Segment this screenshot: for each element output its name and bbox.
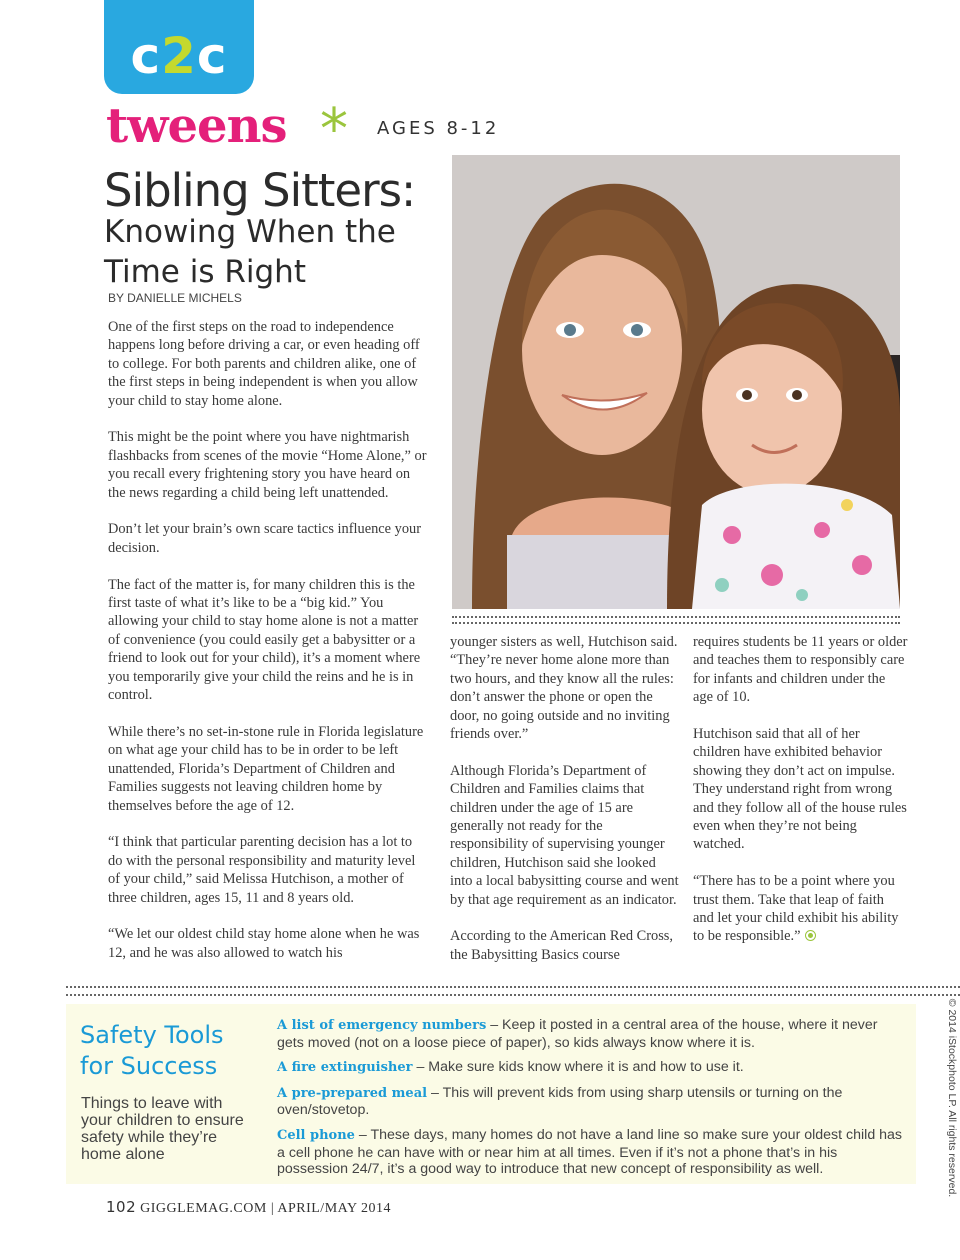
sisters-photo [452,155,900,609]
article-subtitle-line2: Time is Right [104,254,306,290]
brand-logo-c2: c [196,27,228,85]
divider [452,616,900,618]
list-item [277,1017,905,1051]
article-title: Sibling Sitters: [104,164,416,217]
divider [452,622,900,624]
photo-illustration [452,155,900,609]
asterisk-icon: * [320,97,348,162]
section-name: tweens [106,98,287,154]
photo-credit [944,996,960,1200]
item-text: – This will prevent kids from using sharp utensils or turning on the oven/stovetop. [277,1084,843,1119]
item-text: – These days, many homes do not have a land line so make sure your oldest child has a cell phone he can have with or near him at all times. Even if it’s not a phone that’s in his possession 24/7, it’s a good way to introduce that new concept of responsibility as well. [277,1126,903,1178]
paragraph: younger sisters as well, Hutchison said. “They’re never home alone more than two hours, and they know all the rules: don’t answer the phone or open the door, no going outside and no inviting friends over.” [450,634,678,743]
safety-list [277,1017,905,1186]
paragraph: While there’s no set-in-stone rule in Florida legislature on what age your child has to be in order to be left unattended, Florida’s Department of Children and Families suggests not leaving children home by themselves before the age of 12. [108,723,424,814]
brand-logo [104,26,254,86]
closing-quote: “There has to be a point where you trust them. Take that leap of faith and let your child exhibit his ability to be responsible.” [693,873,899,945]
item-label: A list of emergency numbers [277,1018,487,1033]
item-text: – Make sure kids know where it is and how to use it. [412,1059,744,1076]
brand-logo-two: 2 [161,27,197,85]
paragraph: The fact of the matter is, for many children this is the first taste of what it’s like to be a “big kid.” You allowing your child to stay home alone is not a matter of convenience (you could easily get a babysitter or a friend to look out for your child), it’s a moment where you temporarily give your child the reins and he is in control. [108,576,421,704]
byline: BY DANIELLE MICHELS [108,291,242,305]
page-footer [106,1198,391,1217]
issue-date: APRIL/MAY 2014 [277,1201,392,1216]
paragraph: “I think that particular parenting decision has a lot to do with the personal responsibility and maturity level of your child,” said Melissa Hutchison, a mother of three children, ages 15, 11 and 8 years old. [108,834,416,906]
list-item [277,1059,905,1077]
article-column-1 [108,318,430,981]
item-text: – Keep it posted in a central area of the house, where it never gets moved (not on a loose piece of paper), so kids always know where it is. [277,1017,878,1051]
photo-credit-text: © 2014 iStockphoto LP. All rights reserved. [946,998,958,1198]
sidebar-title-line1: Safety Tools [80,1021,224,1049]
divider [66,994,960,996]
paragraph: requires students be 11 years or older and teaches them to responsibly care for infants and children under the age of 10. [693,634,908,706]
site-name: GIGGLEMAG.COM [140,1201,267,1216]
divider [66,986,960,988]
age-range: AGES 8-12 [377,118,500,139]
article-subtitle-line1: Knowing When the [104,214,396,250]
sidebar-title-line2: for Success [80,1052,218,1080]
paragraph: “We let our oldest child stay home alone when he was 12, and he was also allowed to watch his [108,926,420,961]
sidebar-subtitle: Things to leave with your children to ensure safety while they’re home alone [81,1095,244,1163]
paragraph: This might be the point where you have nightmarish flashbacks from scenes of the movie “Home Alone,” or you recall every frightening story you have heard on the news regarding a child being left unattended. [108,429,427,501]
list-item [277,1127,905,1178]
item-label: A fire extinguisher [277,1060,413,1076]
page-number: 102 [106,1198,137,1216]
article-column-3 [693,633,908,964]
paragraph: Don’t let your brain’s own scare tactics influence your decision. [108,521,422,556]
brand-logo-c1: c [130,27,162,85]
list-item [277,1085,905,1119]
item-label: A pre-prepared meal [277,1085,428,1101]
sidebar-title [80,1020,224,1082]
article-column-2 [450,633,680,983]
paragraph: According to the American Red Cross, the Babysitting Basics course [450,928,674,963]
end-mark-icon [805,930,816,941]
footer-separator: | [270,1201,275,1216]
item-label: Cell phone [277,1127,355,1143]
paragraph: Although Florida’s Department of Children and Families claims that children under the age of 15 are generally not ready for the responsibility of supervising younger children, Hutchison said she looked into a local babysitting course and went by that age requirement as an indicator. [450,762,679,908]
paragraph [693,872,908,946]
paragraph: One of the first steps on the road to independence happens long before driving a car, or even heading off to college. For both parents and children alike, one of the first steps in being independent is when you allow your child to stay home alone. [108,319,420,409]
brand-logo-tab [104,0,254,94]
paragraph: Hutchison said that all of her children have exhibited behavior showing they don’t act on impulse. They understand right from wrong and they follow all of the house rules even when they’re not being watched. [693,726,907,853]
